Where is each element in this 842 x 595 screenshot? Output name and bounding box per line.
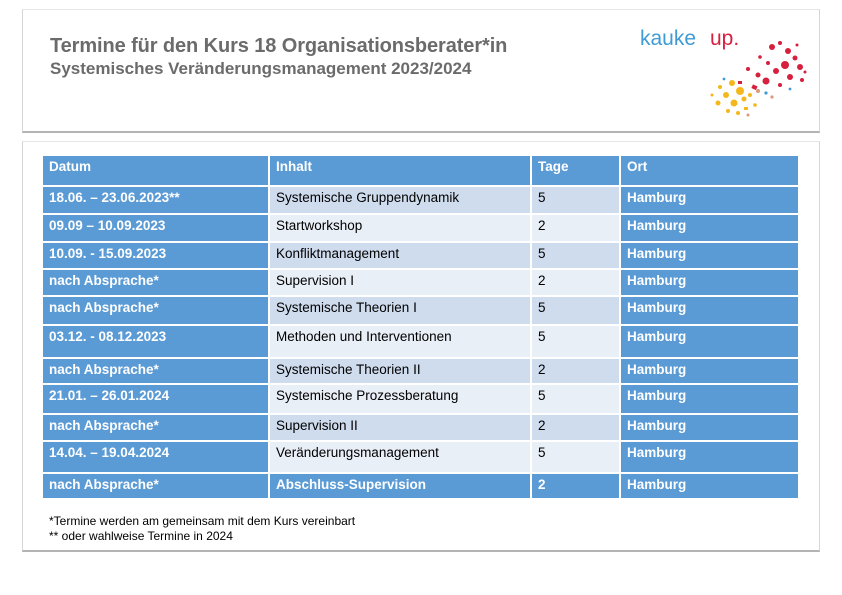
table-header-row [43, 156, 799, 186]
table-row [43, 269, 799, 296]
cell-datum: nach Absprache* [43, 296, 269, 325]
cell-tage: 2 [531, 214, 620, 242]
cell-inhalt: Konfliktmanagement [269, 242, 531, 269]
cell-inhalt: Supervision I [269, 269, 531, 296]
kauke-up-logo [640, 25, 810, 120]
cell-tage: 5 [531, 384, 620, 414]
footnotes [49, 514, 355, 544]
cell-ort: Hamburg [620, 186, 799, 214]
cell-tage: 2 [531, 269, 620, 296]
cell-tage: 5 [531, 441, 620, 473]
cell-datum: nach Absprache* [43, 414, 269, 441]
cell-ort: Hamburg [620, 325, 799, 358]
cell-datum: nach Absprache* [43, 358, 269, 384]
table-row [43, 325, 799, 358]
table-row [43, 441, 799, 473]
column-header-tage: Tage [531, 156, 620, 186]
cell-tage: 2 [531, 414, 620, 441]
schedule-table [43, 156, 800, 500]
cell-ort: Hamburg [620, 414, 799, 441]
table-row [43, 242, 799, 269]
table-row [43, 473, 799, 499]
table-row [43, 214, 799, 242]
cell-inhalt: Startworkshop [269, 214, 531, 242]
cell-inhalt: Systemische Theorien II [269, 358, 531, 384]
cell-datum: 09.09 – 10.09.2023 [43, 214, 269, 242]
table-row [43, 414, 799, 441]
cell-tage: 5 [531, 242, 620, 269]
cell-inhalt: Veränderungsmanagement [269, 441, 531, 473]
cell-datum: 21.01. – 26.01.2024 [43, 384, 269, 414]
logo-word-up: up. [710, 27, 740, 50]
footnote-single-star: *Termine werden am gemeinsam mit dem Kurs vereinbart [49, 514, 356, 528]
cell-tage: 2 [531, 473, 620, 499]
page-title: Termine für den Kurs 18 Organisationsberater*in [50, 35, 508, 57]
cell-ort: Hamburg [620, 473, 799, 499]
cell-tage: 5 [531, 325, 620, 358]
cell-tage: 5 [531, 186, 620, 214]
table-row [43, 296, 799, 325]
cell-datum: 10.09. - 15.09.2023 [43, 242, 269, 269]
cell-ort: Hamburg [620, 214, 799, 242]
cell-inhalt: Systemische Prozessberatung [269, 384, 531, 414]
schedule-panel [22, 141, 820, 552]
logo-word-kauke: kauke [640, 27, 697, 50]
table-row [43, 384, 799, 414]
cell-inhalt: Supervision II [269, 414, 531, 441]
cell-inhalt: Systemische Gruppendynamik [269, 186, 531, 214]
cell-tage: 5 [531, 296, 620, 325]
cell-datum: 03.12. - 08.12.2023 [43, 325, 269, 358]
page-subtitle: Systemisches Veränderungsmanagement 2023/2024 [50, 59, 472, 78]
cell-ort: Hamburg [620, 441, 799, 473]
column-header-datum: Datum [43, 156, 269, 186]
header-panel [22, 9, 820, 133]
cell-inhalt: Abschluss-Supervision [269, 473, 531, 499]
cell-tage: 2 [531, 358, 620, 384]
cell-inhalt: Methoden und Interventionen [269, 325, 531, 358]
table-row [43, 186, 799, 214]
cell-datum: 14.04. – 19.04.2024 [43, 441, 269, 473]
footnote-double-star: ** oder wahlweise Termine in 2024 [49, 529, 233, 543]
cell-ort: Hamburg [620, 242, 799, 269]
cell-datum: nach Absprache* [43, 473, 269, 499]
column-header-inhalt: Inhalt [269, 156, 531, 186]
cell-ort: Hamburg [620, 269, 799, 296]
cell-datum: nach Absprache* [43, 269, 269, 296]
cell-inhalt: Systemische Theorien I [269, 296, 531, 325]
cell-ort: Hamburg [620, 296, 799, 325]
cell-ort: Hamburg [620, 384, 799, 414]
cell-datum: 18.06. – 23.06.2023** [43, 186, 269, 214]
table-row [43, 358, 799, 384]
column-header-ort: Ort [620, 156, 799, 186]
cell-ort: Hamburg [620, 358, 799, 384]
